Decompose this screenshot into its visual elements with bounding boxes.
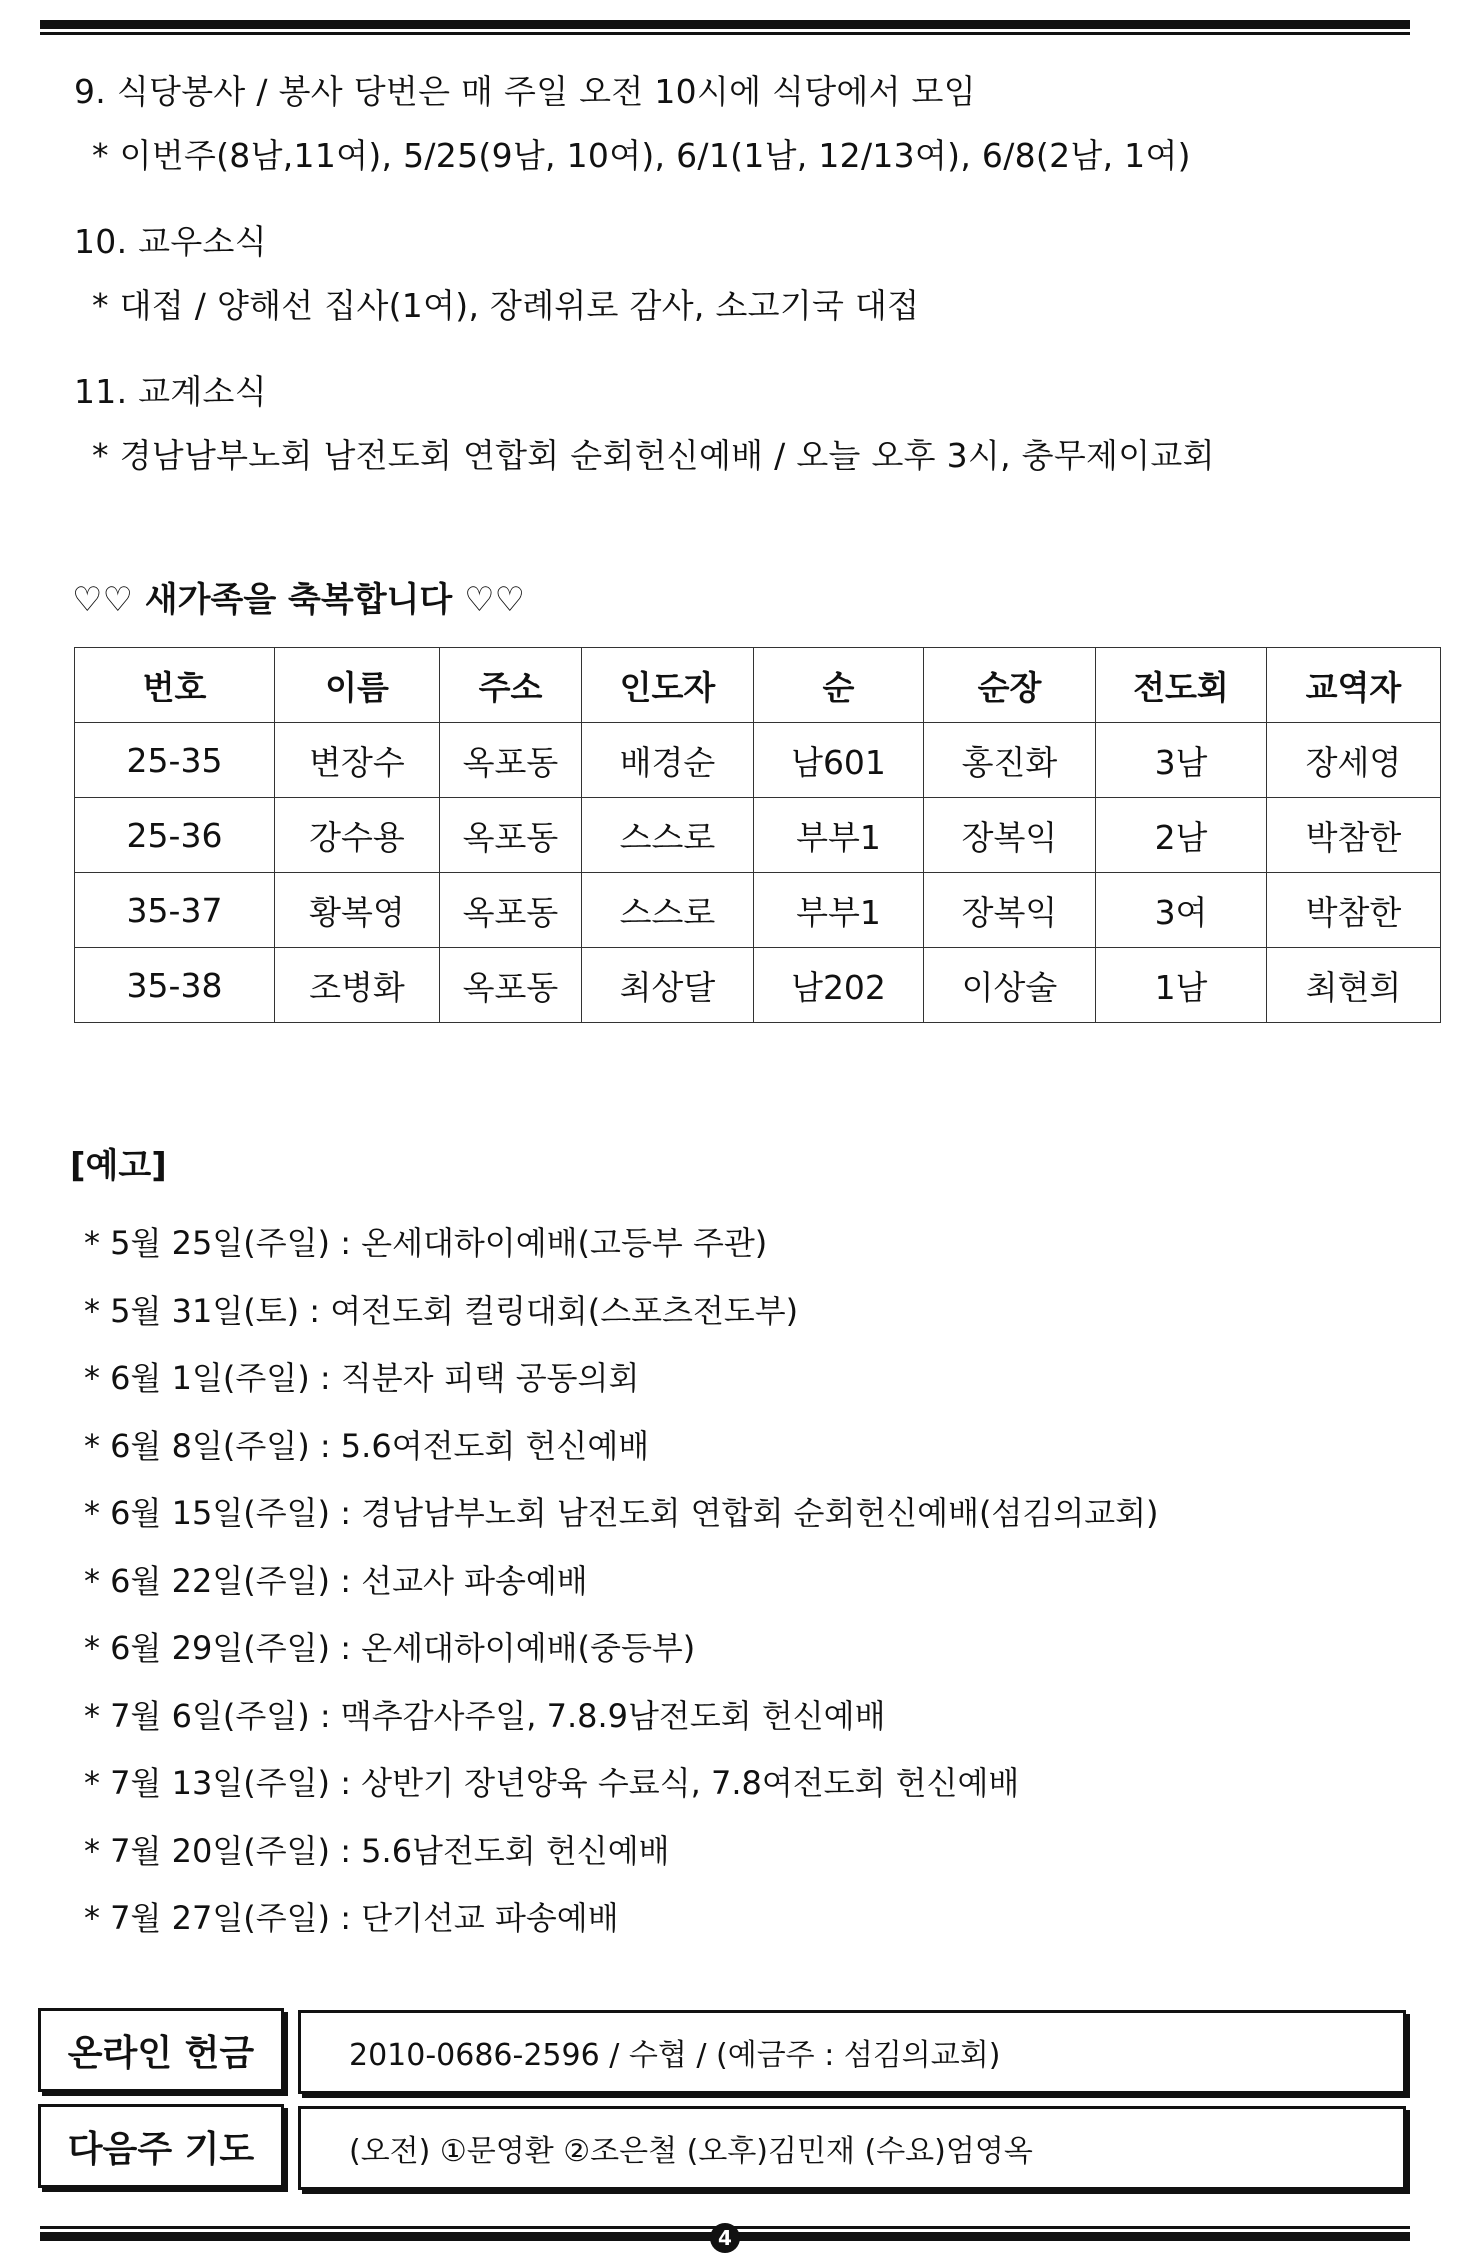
next-prayer-value: (오전) ①문영환 ②조은철 (오후)김민재 (수요)엄영옥 — [298, 2106, 1406, 2190]
new-family-table — [74, 647, 1441, 1023]
column-header-name: 이름 — [275, 648, 440, 723]
cell-name: 황복영 — [275, 873, 440, 948]
section-11-title: 11. 교계소식 — [74, 372, 267, 411]
cell-guide: 스스로 — [582, 873, 754, 948]
column-header-number: 번호 — [75, 648, 275, 723]
notices-heading: [예고] — [70, 1146, 167, 1186]
section-10-title: 10. 교우소식 — [74, 222, 267, 261]
list-item: * 7월 13일(주일) : 상반기 장년양육 수료식, 7.8여전도회 헌신예배 — [84, 1764, 1020, 1802]
list-item: * 5월 25일(주일) : 온세대하이예배(고등부 주관) — [84, 1224, 768, 1262]
cell-number: 25-36 — [75, 798, 275, 873]
cell-name: 조병화 — [275, 948, 440, 1023]
cell-address: 옥포동 — [440, 723, 582, 798]
list-item: * 6월 22일(주일) : 선교사 파송예배 — [84, 1561, 588, 1600]
column-header-mission-society: 전도회 — [1096, 648, 1267, 723]
list-item: * 6월 29일(주일) : 온세대하이예배(중등부) — [84, 1629, 696, 1667]
cell-mission-society: 3남 — [1096, 723, 1267, 798]
cell-group: 남601 — [754, 723, 924, 798]
cell-guide: 최상달 — [582, 948, 754, 1023]
list-item: * 6월 1일(주일) : 직분자 피택 공동의회 — [84, 1359, 640, 1397]
column-header-guide: 인도자 — [582, 648, 754, 723]
online-offering-label: 온라인 헌금 — [38, 2008, 284, 2092]
cell-mission-society: 3여 — [1096, 873, 1267, 948]
cell-guide: 스스로 — [582, 798, 754, 873]
cell-mission-society: 1남 — [1096, 948, 1267, 1023]
cell-pastor: 박참한 — [1267, 798, 1441, 873]
cell-name: 변장수 — [275, 723, 440, 798]
table-row — [75, 723, 1441, 798]
cell-group-leader: 장복익 — [924, 873, 1096, 948]
section-10-detail: * 대접 / 양해선 집사(1여), 장례위로 감사, 소고기국 대접 — [92, 286, 920, 325]
cell-number: 35-38 — [75, 948, 275, 1023]
cell-group-leader: 장복익 — [924, 798, 1096, 873]
cell-guide: 배경순 — [582, 723, 754, 798]
new-family-heading: ♡♡ 새가족을 축복합니다 ♡♡ — [72, 580, 526, 620]
column-header-pastor: 교역자 — [1267, 648, 1441, 723]
table-row — [75, 873, 1441, 948]
cell-name: 강수용 — [275, 798, 440, 873]
cell-group: 남202 — [754, 948, 924, 1023]
column-header-group: 순 — [754, 648, 924, 723]
cell-pastor: 박참한 — [1267, 873, 1441, 948]
cell-number: 35-37 — [75, 873, 275, 948]
cell-address: 옥포동 — [440, 948, 582, 1023]
list-item: * 7월 27일(주일) : 단기선교 파송예배 — [84, 1899, 619, 1937]
cell-address: 옥포동 — [440, 873, 582, 948]
column-header-group-leader: 순장 — [924, 648, 1096, 723]
table-header-row — [75, 648, 1441, 723]
cell-group: 부부1 — [754, 873, 924, 948]
online-offering-value: 2010-0686-2596 / 수협 / (예금주 : 섬김의교회) — [298, 2010, 1406, 2094]
list-item: * 6월 8일(주일) : 5.6여전도회 헌신예배 — [84, 1426, 650, 1465]
list-item: * 6월 15일(주일) : 경남남부노회 남전도회 연합회 순회헌신예배(섬김의교회) — [84, 1494, 1159, 1532]
cell-group: 부부1 — [754, 798, 924, 873]
top-divider — [40, 20, 1410, 35]
cell-pastor: 장세영 — [1267, 723, 1441, 798]
page-number: 4 — [710, 2223, 740, 2253]
table-row — [75, 798, 1441, 873]
notice-list — [84, 1210, 1159, 1953]
list-item: * 7월 6일(주일) : 맥추감사주일, 7.8.9남전도회 헌신예배 — [84, 1696, 886, 1735]
cell-address: 옥포동 — [440, 798, 582, 873]
column-header-address: 주소 — [440, 648, 582, 723]
table-row — [75, 948, 1441, 1023]
list-item: * 5월 31일(토) : 여전도회 컬링대회(스포츠전도부) — [84, 1291, 799, 1330]
cell-group-leader: 홍진화 — [924, 723, 1096, 798]
section-9-detail: * 이번주(8남,11여), 5/25(9남, 10여), 6/1(1남, 12/13여), 6/8(2남, 1여) — [92, 136, 1191, 175]
list-item: * 7월 20일(주일) : 5.6남전도회 헌신예배 — [84, 1831, 670, 1870]
section-11-detail: * 경남남부노회 남전도회 연합회 순회헌신예배 / 오늘 오후 3시, 충무제이교회 — [92, 436, 1215, 475]
section-9-title: 9. 식당봉사 / 봉사 당번은 매 주일 오전 10시에 식당에서 모임 — [74, 72, 976, 111]
cell-pastor: 최현희 — [1267, 948, 1441, 1023]
next-prayer-label: 다음주 기도 — [38, 2104, 284, 2188]
cell-mission-society: 2남 — [1096, 798, 1267, 873]
cell-number: 25-35 — [75, 723, 275, 798]
cell-group-leader: 이상술 — [924, 948, 1096, 1023]
